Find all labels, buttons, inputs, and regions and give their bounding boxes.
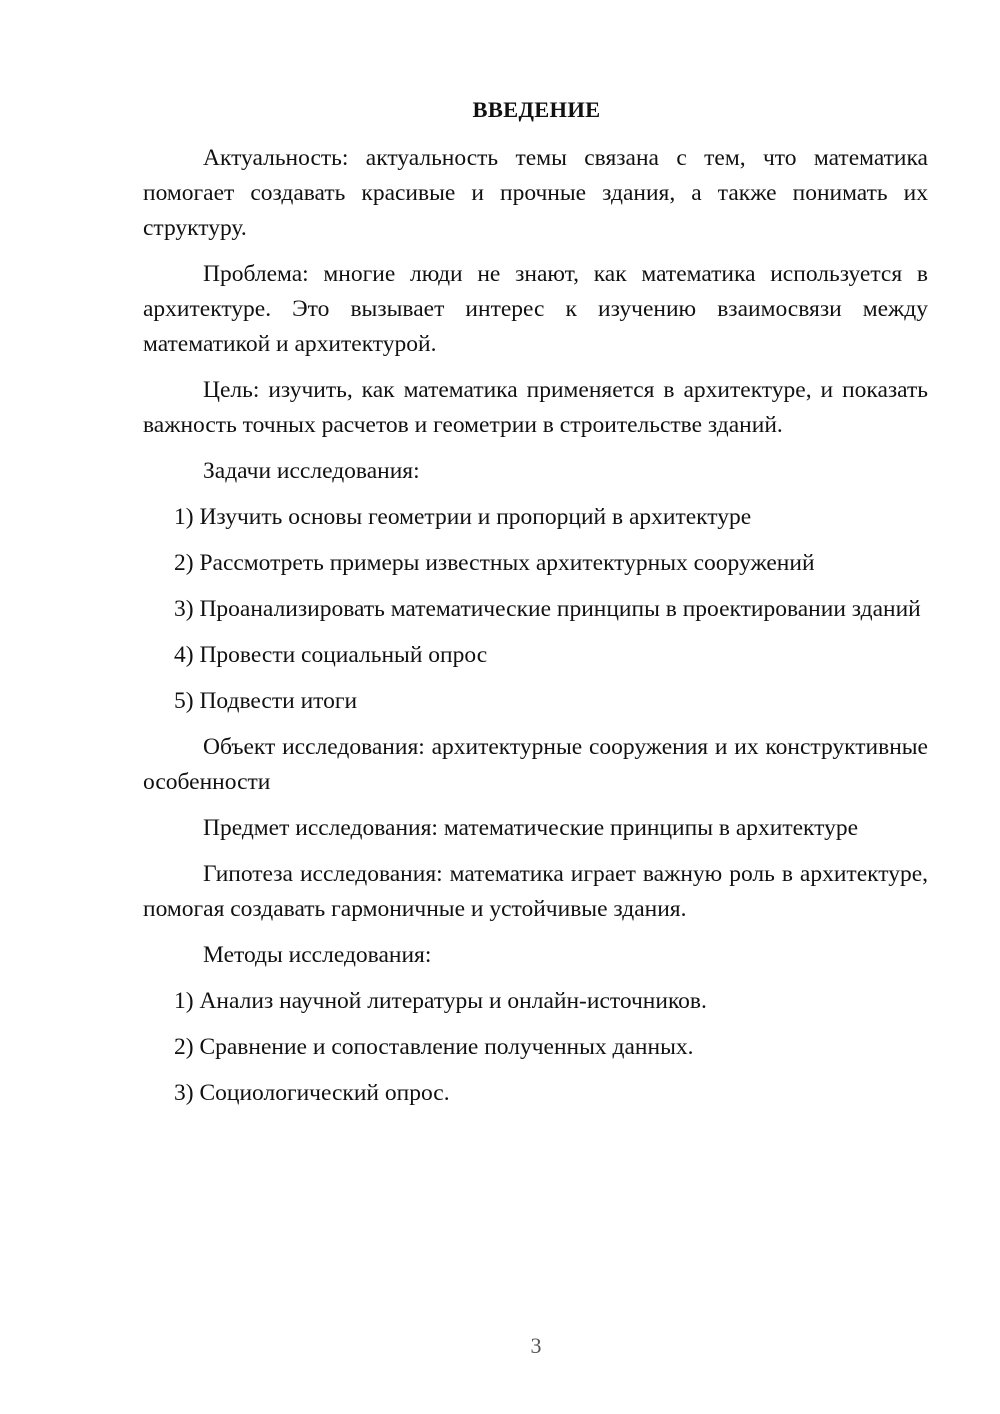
document-body: [143, 92, 928, 1122]
methods-title: Методы исследования:: [203, 942, 432, 968]
task-item-5: 5) Подвести итоги: [174, 688, 358, 714]
page-number: 3: [530, 1333, 542, 1358]
method-item-2: 2) Сравнение и сопоставление полученных данных.: [174, 1034, 694, 1060]
task-item-4: 4) Провести социальный опрос: [174, 642, 488, 668]
task-item-2: 2) Рассмотреть примеры известных архитектурных сооружений: [174, 550, 815, 576]
method-item-3: 3) Социологический опрос.: [174, 1080, 450, 1106]
tasks-title: Задачи исследования:: [203, 458, 420, 484]
relevance-paragraph: Актуальность: актуальность темы связана с тем, что математика помогает создавать красивые и прочные здания, а также понимать их структуру.: [143, 145, 928, 241]
hypothesis-paragraph: Гипотеза исследования: математика играет важную роль в архитектуре, помогая создавать гармоничные и устойчивые здания.: [143, 861, 928, 922]
subject-paragraph: Предмет исследования: математические принципы в архитектуре: [203, 815, 859, 841]
task-item-1: 1) Изучить основы геометрии и пропорций в архитектуре: [174, 504, 752, 530]
task-item-3: 3) Проанализировать математические принципы в проектировании зданий: [174, 596, 921, 622]
section-heading: ВВЕДЕНИЕ: [472, 97, 601, 122]
object-paragraph: Объект исследования: архитектурные сооружения и их конструктивные особенности: [143, 734, 928, 795]
problem-paragraph: Проблема: многие люди не знают, как математика используется в архитектуре. Это вызывает интерес к изучению взаимосвязи между математикой и архитектурой.: [143, 261, 928, 357]
goal-paragraph: Цель: изучить, как математика применяется в архитектуре, и показать важность точных расчетов и геометрии в строительстве зданий.: [143, 377, 928, 438]
method-item-1: 1) Анализ научной литературы и онлайн-источников.: [174, 988, 707, 1014]
